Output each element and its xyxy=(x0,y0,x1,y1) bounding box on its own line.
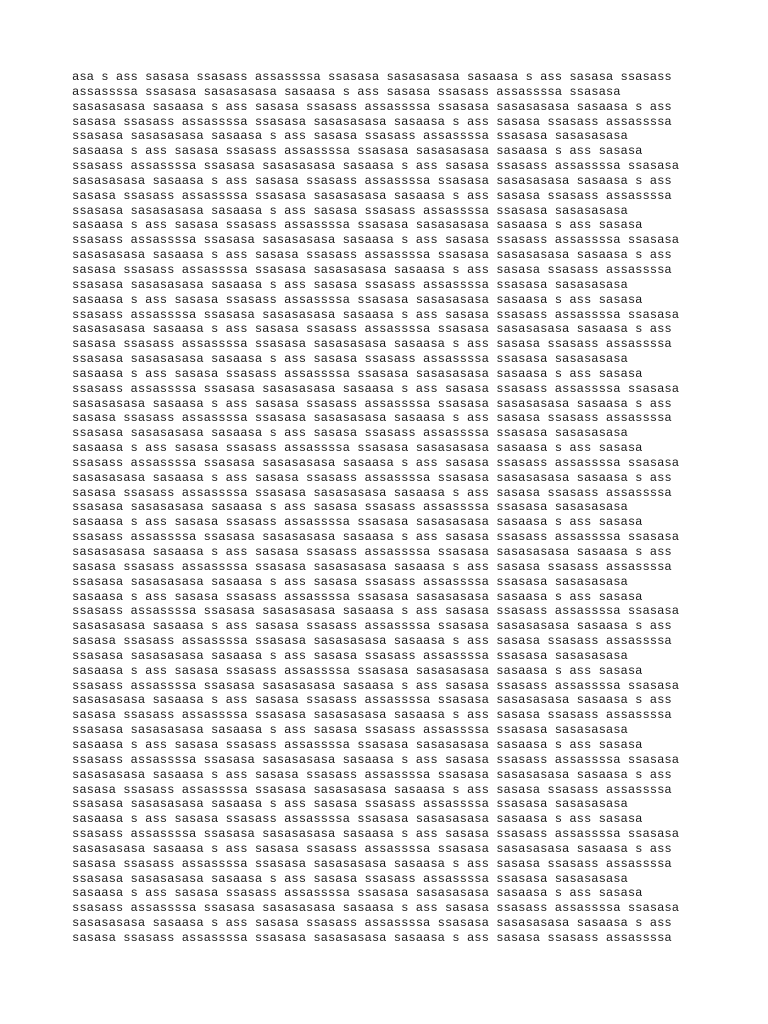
text-line: ssasasa sasasasasa sasaasa s ass sasasa ssasass assassssa ssasasa sasasasasa xyxy=(72,129,628,144)
text-line: sasasasasa sasaasa s ass sasasa ssasass assassssa ssasasa sasasasasa sasaasa s ass xyxy=(72,916,672,931)
body-text xyxy=(72,70,702,946)
text-line: sasasa ssasass assassssa ssasasa sasasasasa sasaasa s ass sasasa ssasass assassssa xyxy=(72,411,672,426)
text-line: sasasa ssasass assassssa ssasasa sasasasasa sasaasa s ass sasasa ssasass assassssa xyxy=(72,634,672,649)
text-line: sasasasasa sasaasa s ass sasasa ssasass assassssa ssasasa sasasasasa sasaasa s ass xyxy=(72,693,672,708)
text-line: sasasasasa sasaasa s ass sasasa ssasass assassssa ssasasa sasasasasa sasaasa s ass xyxy=(72,396,672,411)
text-line: ssasasa sasasasasa sasaasa s ass sasasa ssasass assassssa ssasasa sasasasasa xyxy=(72,797,628,812)
text-line: sasaasa s ass sasasa ssasass assassssa ssasasa sasasasasa sasaasa s ass sasasa xyxy=(72,366,643,381)
text-line: sasaasa s ass sasasa ssasass assassssa ssasasa sasasasasa sasaasa s ass sasasa xyxy=(72,663,643,678)
text-line: sasasa ssasass assassssa ssasasa sasasasasa sasaasa s ass sasasa ssasass assassssa xyxy=(72,337,672,352)
text-line: sasasa ssasass assassssa ssasasa sasasasasa sasaasa s ass sasasa ssasass assassssa xyxy=(72,262,672,277)
text-line: ssasass assassssa ssasasa sasasasasa sasaasa s ass sasasa ssasass assassssa ssasasa xyxy=(72,307,680,322)
text-line: ssasasa sasasasasa sasaasa s ass sasasa ssasass assassssa ssasasa sasasasasa xyxy=(72,648,628,663)
text-line: assassssa ssasasa sasasasasa sasaasa s ass sasasa ssasass assassssa ssasasa xyxy=(72,84,621,99)
text-line: sasasa ssasass assassssa ssasasa sasasasasa sasaasa s ass sasasa ssasass assassssa xyxy=(72,188,672,203)
text-line: sasasa ssasass assassssa ssasasa sasasasasa sasaasa s ass sasasa ssasass assassssa xyxy=(72,114,672,129)
text-line: sasasasasa sasaasa s ass sasasa ssasass assassssa ssasasa sasasasasa sasaasa s ass xyxy=(72,545,672,559)
text-line: sasaasa s ass sasasa ssasass assassssa ssasasa sasasasasa sasaasa s ass sasasa xyxy=(72,812,643,827)
text-line: ssasasa sasasasasa sasaasa s ass sasasa ssasass assassssa ssasasa sasasasasa xyxy=(72,723,628,738)
text-line: ssasass assassssa ssasasa sasasasasa sasaasa s ass sasasa ssasass assassssa ssasasa xyxy=(72,159,680,174)
text-line: ssasasa sasasasasa sasaasa s ass sasasa ssasass assassssa ssasasa sasasasasa xyxy=(72,277,628,292)
text-line: ssasasa sasasasasa sasaasa s ass sasasa ssasass assassssa ssasasa sasasasasa xyxy=(72,352,628,367)
text-line: ssasass assassssa ssasasa sasasasasa sasaasa s ass sasasa ssasass assassssa ssasasa xyxy=(72,233,680,248)
text-line: ssasass assassssa ssasasa sasasasasa sasaasa s ass sasasa ssasass assassssa ssasasa xyxy=(72,901,680,916)
text-line: sasasa ssasass assassssa ssasasa sasasasasa sasaasa s ass sasasa ssasass assassssa xyxy=(72,559,672,574)
text-line: ssasass assassssa ssasasa sasasasasa sasaasa s ass sasasa ssasass assassssa ssasasa xyxy=(72,678,680,693)
text-line: sasaasa s ass sasasa ssasass assassssa ssasasa sasasasasa sasaasa s ass sasasa xyxy=(72,292,643,307)
text-line: ssasass assassssa ssasasa sasasasasa sasaasa s ass sasasa ssasass assassssa ssasasa xyxy=(72,827,680,842)
text-line: sasaasa s ass sasasa ssasass assassssa ssasasa sasasasasa sasaasa s ass sasasa xyxy=(72,144,643,159)
text-line: sasasasasa sasaasa s ass sasasa ssasass assassssa ssasasa sasasasasa sasaasa s ass xyxy=(72,173,672,188)
text-line: ssasass assassssa ssasasa sasasasasa sasaasa s ass sasasa ssasass assassssa ssasasa xyxy=(72,530,680,545)
text-line: sasaasa s ass sasasa ssasass assassssa ssasasa sasasasasa sasaasa s ass sasasa xyxy=(72,515,643,530)
text-line: sasasasasa sasaasa s ass sasasa ssasass assassssa ssasasa sasasasasa sasaasa s ass xyxy=(72,99,672,114)
text-line: ssasasa sasasasasa sasaasa s ass sasasa ssasass assassssa ssasasa sasasasasa xyxy=(72,500,628,515)
text-line: sasasa ssasass assassssa ssasasa sasasasasa sasaasa s ass sasasa ssasass assassssa xyxy=(72,708,672,723)
text-line: sasasasasa sasaasa s ass sasasa ssasass assassssa ssasasa sasasasasa sasaasa s ass xyxy=(72,767,672,782)
text-line: sasasasasa sasaasa s ass sasasa ssasass assassssa ssasasa sasasasasa sasaasa s ass xyxy=(72,322,672,337)
text-line: ssasass assassssa ssasasa sasasasasa sasaasa s ass sasasa ssasass assassssa ssasasa xyxy=(72,455,680,470)
text-line: sasaasa s ass sasasa ssasass assassssa ssasasa sasasasasa sasaasa s ass sasasa xyxy=(72,737,643,752)
text-line: ssasasa sasasasasa sasaasa s ass sasasa ssasass assassssa ssasasa sasasasasa xyxy=(72,426,628,441)
text-line: sasasasasa sasaasa s ass sasasa ssasass assassssa ssasasa sasasasasa sasaasa s ass xyxy=(72,470,672,485)
text-line: ssasasa sasasasasa sasaasa s ass sasasa ssasass assassssa ssasasa sasasasasa xyxy=(72,203,628,218)
text-line: sasasasasa sasaasa s ass sasasa ssasass assassssa ssasasa sasasasasa sasaasa s ass xyxy=(72,841,672,856)
text-line: sasaasa s ass sasasa ssasass assassssa ssasasa sasasasasa sasaasa s ass sasasa xyxy=(72,589,643,604)
text-line: sasaasa s ass sasasa ssasass assassssa ssasasa sasasasasa sasaasa s ass sasasa xyxy=(72,218,643,233)
text-line: sasasa ssasass assassssa ssasasa sasasasasa sasaasa s ass sasasa ssasass assassssa xyxy=(72,930,672,945)
text-line: ssasasa sasasasasa sasaasa s ass sasasa ssasass assassssa ssasasa sasasasasa xyxy=(72,871,628,886)
text-line: sasasa ssasass assassssa ssasasa sasasasasa sasaasa s ass sasasa ssasass assassssa xyxy=(72,782,672,797)
text-line: sasasasasa sasaasa s ass sasasa ssasass assassssa ssasasa sasasasasa sasaasa s ass xyxy=(72,619,672,634)
text-line: sasaasa s ass sasasa ssasass assassssa ssasasa sasasasasa sasaasa s ass sasasa xyxy=(72,441,643,456)
text-line: ssasass assassssa ssasasa sasasasasa sasaasa s ass sasasa ssasass assassssa ssasasa xyxy=(72,752,680,767)
text-line: sasaasa s ass sasasa ssasass assassssa ssasasa sasasasasa sasaasa s ass sasasa xyxy=(72,886,643,901)
text-line: sasasa ssasass assassssa ssasasa sasasasasa sasaasa s ass sasasa ssasass assassssa xyxy=(72,856,672,871)
text-line: ssasasa sasasasasa sasaasa s ass sasasa ssasass assassssa ssasasa sasasasasa xyxy=(72,574,628,589)
text-line: asa s ass sasasa ssasass assassssa ssasasa sasasasasa sasaasa s ass sasasa ssasass xyxy=(72,70,672,84)
text-line: sasasasasa sasaasa s ass sasasa ssasass assassssa ssasasa sasasasasa sasaasa s ass xyxy=(72,248,672,263)
text-line: sasasa ssasass assassssa ssasasa sasasasasa sasaasa s ass sasasa ssasass assassssa xyxy=(72,485,672,500)
text-line: ssasass assassssa ssasasa sasasasasa sasaasa s ass sasasa ssasass assassssa ssasasa xyxy=(72,604,680,619)
text-line: ssasass assassssa ssasasa sasasasasa sasaasa s ass sasasa ssasass assassssa ssasasa xyxy=(72,381,680,396)
